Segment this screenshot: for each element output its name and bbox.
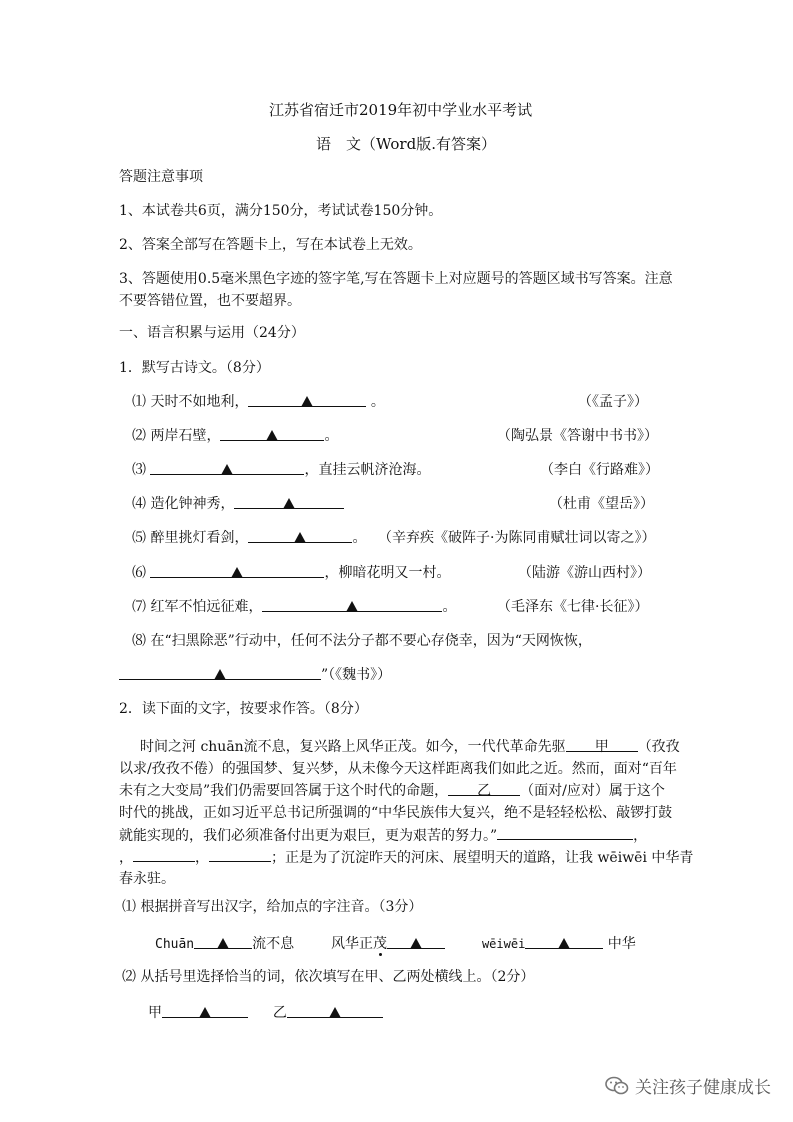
item-num: ⑶ [132, 462, 146, 478]
item-pre: 天时不如地利， [150, 394, 249, 410]
item-post: 。 [442, 599, 457, 615]
para-text: 时间之河 chuān流不息，复兴路上风华正茂。如今，一代代革命先驱 [140, 739, 566, 755]
label-yi: 乙 [272, 1005, 287, 1021]
item-post: ，柳暗花明又一村。 [324, 565, 451, 581]
triangle-marker-icon [346, 601, 358, 612]
answer-blank[interactable] [220, 426, 324, 441]
note-3-cont: 不要答错位置，也不要超界。 [119, 293, 301, 309]
note-2: 2、答案全部写在答题卡上，写在本试卷上无效。 [119, 237, 422, 253]
q1-item-1-source: （《孟子》） [578, 394, 648, 410]
q2-para-line-4: 时代的挑战，正如习近平总书记所强调的“中华民族伟大复兴，绝不是轻轻松松、敲锣打鼓 [119, 805, 673, 821]
q1-item-2 [132, 426, 338, 446]
text: 中华 [607, 936, 636, 952]
q1-item-1 [132, 392, 385, 412]
blank-label: 乙 [477, 783, 492, 799]
answer-blank[interactable] [150, 563, 324, 578]
q2-sub2: ⑵ 从括号里选择恰当的词，依次填写在甲、乙两处横线上。（2分） [122, 969, 535, 985]
triangle-marker-icon [301, 396, 313, 407]
blank-label: 甲 [594, 739, 609, 755]
item-post: ”（《魏书》） [321, 667, 392, 683]
watermark-text: 关注孩子健康成长 [635, 1078, 771, 1098]
triangle-marker-icon [266, 430, 278, 441]
item-num: ⑺ [132, 599, 146, 615]
watermark [605, 1073, 771, 1098]
para-text: 就能实现的，我们必须准备付出更为艰巨，更为艰苦的努力。” [119, 828, 498, 844]
item-num: ⑸ [132, 530, 146, 546]
para-text: 未有之大变局”我们仍需要回答属于这个时代的命题， [119, 783, 449, 799]
triangle-marker-icon [329, 1007, 341, 1018]
triangle-marker-icon [214, 669, 226, 680]
triangle-marker-icon [221, 464, 233, 475]
note-3: 3、答题使用0.5毫米黑色字迹的签字笔,写在答题卡上对应题号的答题区域书写答案。注意 [119, 271, 673, 287]
triangle-marker-icon [283, 498, 295, 509]
answer-blank[interactable] [234, 494, 344, 509]
q1-item-3-source: （李白《行路难》） [540, 462, 659, 478]
blank-yi[interactable] [448, 781, 520, 799]
triangle-marker-icon [217, 938, 229, 949]
answer-blank[interactable] [248, 392, 366, 407]
answer-blank[interactable] [209, 847, 271, 862]
pinyin-chuan: Chuān [155, 937, 195, 952]
item-pre: 造化钟神秀， [150, 496, 235, 512]
q1-item-4-source: （杜甫《望岳》） [549, 496, 654, 512]
triangle-marker-icon [294, 532, 306, 543]
q1-item-4 [132, 494, 344, 514]
q1-item-3 [132, 460, 430, 480]
answer-blank[interactable] [262, 597, 442, 612]
q2-para-line-1 [140, 737, 680, 757]
item-post: ，直挂云帆济沧海。 [304, 462, 431, 478]
q1-item-6 [132, 563, 450, 583]
item-post: 。 [352, 530, 367, 546]
wechat-icon [605, 1076, 629, 1096]
item-num: ⑷ [132, 496, 146, 512]
section-1-heading: 一、语言积累与运用（24分） [119, 325, 305, 341]
item-pre: 醉里挑灯看剑， [150, 530, 249, 546]
q2-para-line-5 [119, 825, 647, 846]
answer-blank[interactable] [248, 528, 352, 543]
q1-heading: 1．默写古诗文。（8分） [119, 360, 270, 376]
para-text: （孜孜 [637, 739, 680, 755]
answer-blank[interactable] [194, 934, 252, 949]
para-text: （面对/应对）属于这个 [520, 783, 665, 799]
q2-sub1-answers [155, 934, 636, 955]
triangle-marker-icon [231, 567, 243, 578]
triangle-marker-icon [199, 1007, 211, 1018]
triangle-marker-icon [410, 938, 422, 949]
notes-heading: 答题注意事项 [119, 169, 203, 185]
text: 风华正 [331, 936, 374, 952]
answer-blank[interactable] [287, 1003, 383, 1018]
item-num: ⑴ [132, 394, 146, 410]
q1-item-7 [132, 597, 456, 617]
item-num: ⑵ [132, 428, 146, 444]
blank-jia[interactable] [566, 737, 638, 755]
answer-blank[interactable] [387, 934, 445, 949]
exam-subtitle: 语 文（Word版.有答案） [316, 135, 496, 153]
item-post: 。 [324, 428, 339, 444]
q2-para-line-7: 春永驻。 [119, 871, 175, 887]
q1-item-5 [132, 528, 366, 548]
note-1: 1、本试卷共6页，满分150分，考试试卷150分钟。 [119, 203, 443, 219]
item-pre: 两岸石壁， [150, 428, 221, 444]
label-jia: 甲 [148, 1005, 162, 1021]
q2-para-line-3 [119, 781, 665, 801]
para-text: ， [633, 828, 648, 844]
q1-item-8-cont [119, 665, 391, 685]
q1-item-7-source: （毛泽东《七律·长征》） [497, 599, 649, 615]
q1-item-6-source: （陆游《游山西村》） [518, 565, 651, 581]
answer-blank[interactable] [525, 934, 603, 949]
text: 流不息 [252, 936, 295, 952]
q1-item-8: ⑻ 在“扫黑除恶”行动中，任何不法分子都不要心存侥幸，因为“天网恢恢， [132, 633, 592, 649]
q2-sub1: ⑴ 根据拼音写出汉字，给加点的字注音。（3分） [122, 899, 423, 915]
triangle-marker-icon [558, 938, 570, 949]
item-num: ⑹ [132, 565, 146, 581]
q1-item-5-source: （辛弃疾《破阵子·为陈同甫赋壮词以寄之》） [378, 530, 656, 546]
answer-blank[interactable] [150, 460, 304, 475]
item-pre: 红军不怕远征难， [150, 599, 263, 615]
dotted-char: 茂 [373, 936, 388, 952]
answer-blank[interactable] [133, 847, 195, 862]
answer-blank[interactable] [162, 1003, 248, 1018]
answer-blank[interactable] [497, 825, 633, 840]
pinyin-weiwei: wēiwēi [481, 937, 526, 951]
q2-heading: 2．读下面的文字，按要求作答。（8分） [119, 701, 368, 717]
q2-sub2-answers [148, 1003, 383, 1023]
answer-blank[interactable] [119, 665, 321, 680]
para-text: ；正是为了沉淀昨天的河床、展望明天的道路，让我 wēiwēi 中华青 [271, 850, 694, 866]
q1-item-2-source: （陶弘景《答谢中书书》） [497, 428, 658, 444]
q2-para-line-6: ， ， ；正是为了沉淀昨天的河床、展望明天的道路，让我 wēiwēi 中华青 [119, 847, 693, 868]
exam-title: 江苏省宿迁市2019年初中学业水平考试 [269, 101, 533, 119]
q2-para-line-2: 以求/孜孜不倦）的强国梦、复兴梦，从未像今天这样距离我们如此之近。然而，面对“百年 [119, 761, 677, 777]
item-post: 。 [370, 394, 385, 410]
